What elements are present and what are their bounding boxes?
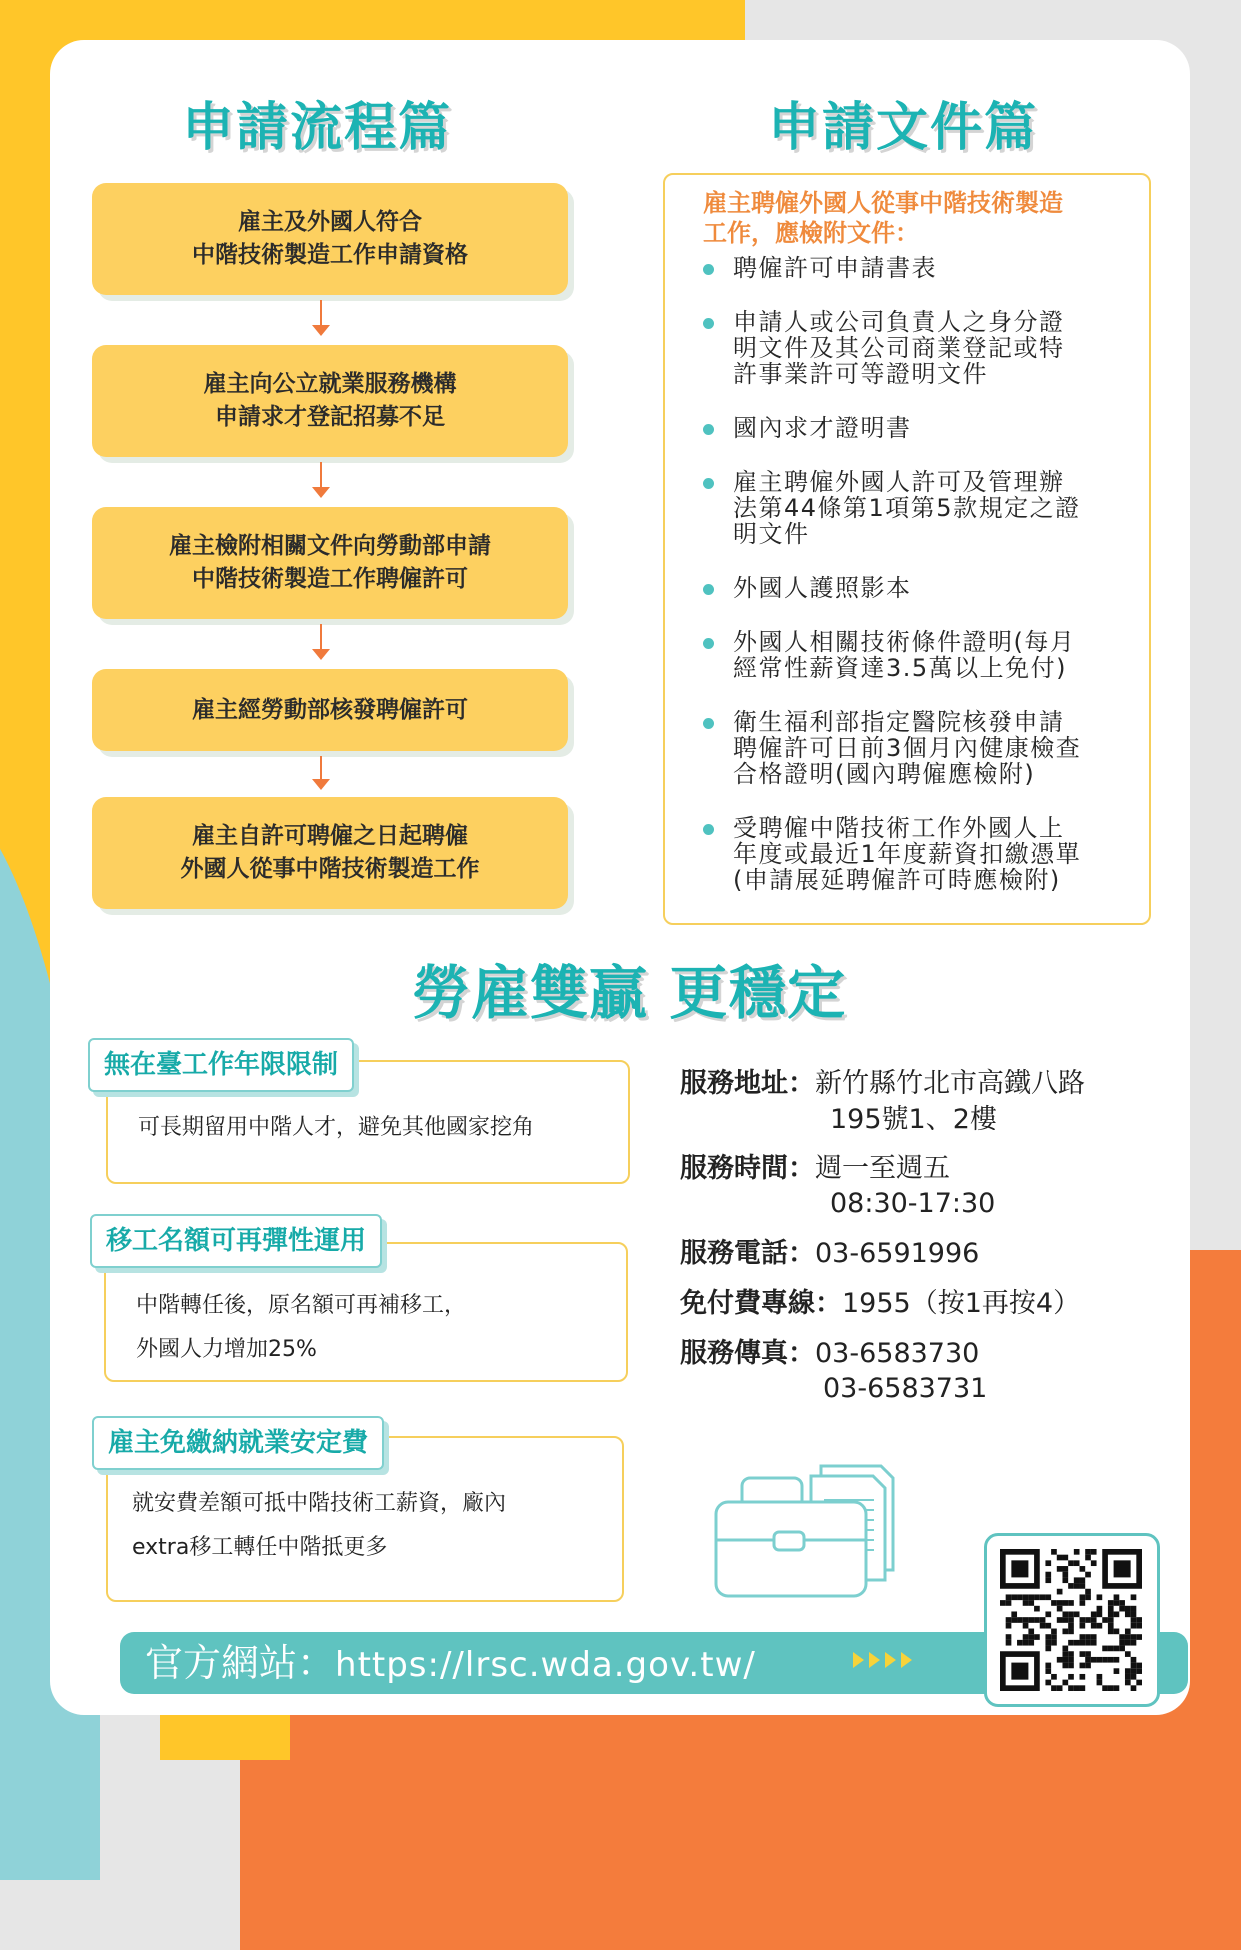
bullet-icon [703,424,714,435]
document-item-line: 聘僱許可申請書表 [733,254,937,282]
website-label: 官方網站： [145,1641,336,1685]
bullet-icon [703,824,714,835]
briefcase-icon [706,1436,916,1602]
address-label: 服務地址： [680,1068,815,1099]
contact-tollfree [680,1286,1080,1322]
benefit-tag-3: 雇主免繳納就業安定費 [92,1416,384,1470]
process-title: 申請流程篇 [182,98,453,158]
document-item [703,255,1143,281]
step-line: 中階技術製造工作申請資格 [192,242,468,268]
documents-box [663,173,1151,925]
bullet-icon [703,264,714,275]
document-item-line: (申請展延聘僱許可時應檢附) [733,866,1061,894]
contact-hours-line2: 08:30-17:30 [830,1188,996,1219]
step-line: 雇主及外國人符合 [238,209,422,235]
benefit-text: 可長期留用中階人才，避免其他國家挖角 [138,1115,535,1140]
slogan: 勞雇雙贏 更穩定 [412,959,847,1027]
flow-arrow [320,300,322,326]
benefit-text: 就安費差額可抵中階技術工薪資，廠內 [132,1491,507,1516]
website-link[interactable]: https://lrsc.wda.gov.tw/ [335,1645,756,1685]
intro-line: 工作，應檢附文件： [703,219,919,247]
contact-fax-2: 03-6583731 [823,1373,988,1404]
tollfree-number: 1955（按1再按4） [842,1288,1081,1319]
document-item-line: 明文件 [733,520,810,548]
document-item [703,575,1143,601]
step-line: 申請求才登記招募不足 [215,404,445,430]
qr-code-image [1000,1549,1142,1691]
documents-intro [703,188,1133,248]
document-item [703,469,1143,547]
tollfree-label: 免付費專線： [680,1288,842,1319]
bullet-icon [703,638,714,649]
document-item-line: 雇主聘僱外國人許可及管理辦 [733,468,1065,496]
document-item-line: 聘僱許可日前3個月內健康檢查 [733,734,1082,762]
document-item-line: 經常性薪資達3.5萬以上免付) [733,654,1068,682]
bullet-icon [703,478,714,489]
bullet-icon [703,584,714,595]
contact-hours [680,1151,950,1187]
fax-number-1: 03-6583730 [815,1338,980,1369]
footer-website [145,1634,756,1694]
document-item-line: 合格證明(國內聘僱應檢附) [733,760,1036,788]
document-item [703,415,1143,441]
document-item-line: 法第44條第1項第5款規定之證 [733,494,1081,522]
process-step-4 [92,669,568,751]
documents-title: 申請文件篇 [768,98,1039,158]
step-line: 雇主經勞動部核發聘僱許可 [192,696,468,723]
hours-label: 服務時間： [680,1153,815,1184]
step-line: 雇主檢附相關文件向勞動部申請 [169,533,491,559]
bullet-icon [703,718,714,729]
document-item [703,815,1143,893]
document-item-line: 申請人或公司負責人之身分證 [733,308,1065,336]
process-step-1 [92,183,568,295]
process-step-2 [92,345,568,457]
chevron-right-icon [869,1652,880,1668]
hours-line1: 週一至週五 [815,1153,950,1184]
step-line: 中階技術製造工作聘僱許可 [192,566,468,592]
step-line: 雇主向公立就業服務機構 [203,371,457,397]
phone-label: 服務電話： [680,1238,815,1269]
fax-label: 服務傳真： [680,1338,815,1369]
benefit-text: 外國人力增加25% [136,1337,317,1362]
benefit-tag-2: 移工名額可再彈性運用 [90,1214,382,1268]
contact-address-line2: 195號1、2樓 [830,1104,997,1135]
benefit-tag-1: 無在臺工作年限限制 [88,1038,354,1092]
process-step-5 [92,797,568,909]
benefit-text: 中階轉任後，原名額可再補移工， [136,1293,467,1318]
document-item-line: 外國人護照影本 [733,574,912,602]
document-item-line: 外國人相關技術條件證明(每月 [733,628,1076,656]
flow-arrow [320,624,322,650]
document-item [703,629,1143,681]
documents-list [703,255,1143,921]
flow-arrow [320,756,322,780]
document-item [703,309,1143,387]
step-line: 外國人從事中階技術製造工作 [180,856,480,882]
document-item-line: 國內求才證明書 [733,414,912,442]
document-item-line: 年度或最近1年度薪資扣繳憑單 [733,840,1082,868]
contact-phone [680,1236,979,1272]
bullet-icon [703,318,714,329]
document-item [703,709,1143,787]
contact-fax [680,1336,979,1372]
phone-number: 03-6591996 [815,1238,980,1269]
intro-line: 雇主聘僱外國人從事中階技術製造 [703,189,1063,217]
chevron-right-icon [901,1652,912,1668]
process-step-3 [92,507,568,619]
contact-address [680,1066,1085,1102]
document-item-line: 受聘僱中階技術工作外國人上 [733,814,1065,842]
benefit-text: extra移工轉任中階抵更多 [132,1535,388,1560]
chevron-right-icon [885,1652,896,1668]
document-item-line: 明文件及其公司商業登記或特 [733,334,1065,362]
address-line1: 新竹縣竹北市高鐵八路 [815,1068,1085,1099]
chevron-right-icon [853,1652,864,1668]
document-item-line: 衛生福利部指定醫院核發申請 [733,708,1065,736]
step-line: 雇主自許可聘僱之日起聘僱 [192,823,468,849]
document-item-line: 許事業許可等證明文件 [733,360,988,388]
flow-arrow [320,462,322,488]
qr-code[interactable] [984,1533,1160,1707]
